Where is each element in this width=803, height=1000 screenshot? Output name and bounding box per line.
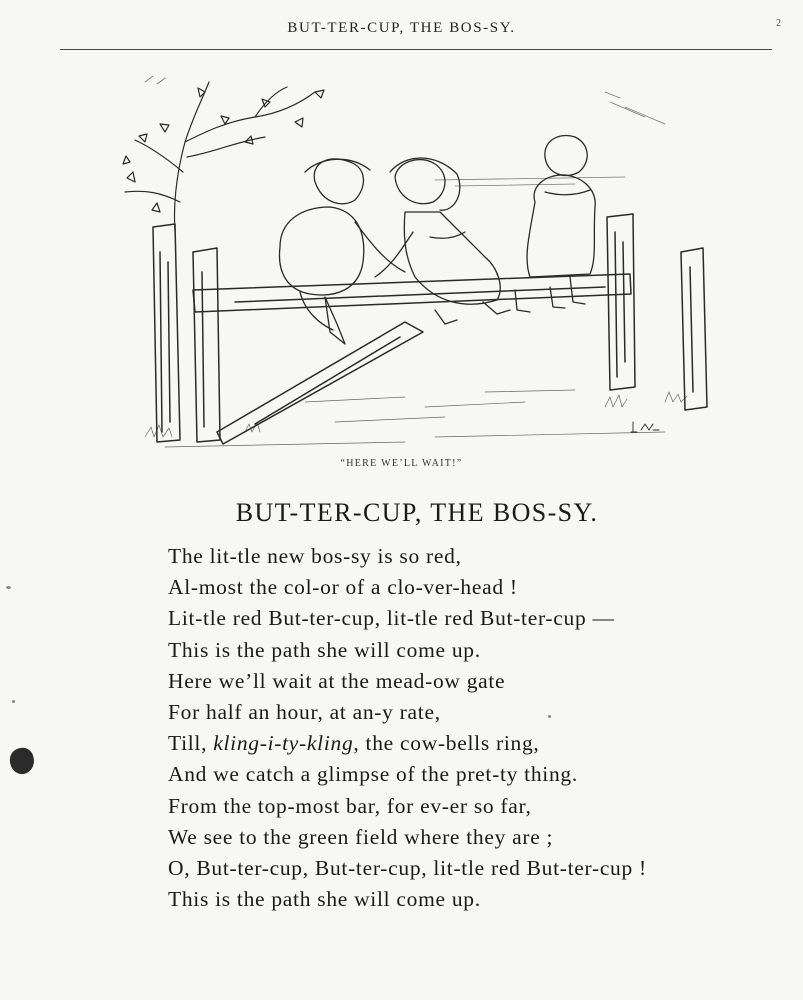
ink-blot	[8, 746, 37, 776]
illustration-children-on-gate	[105, 62, 725, 462]
header-rule	[60, 49, 772, 50]
page-corner-mark: 2	[776, 18, 781, 29]
poem-line: This is the path she will come up.	[168, 637, 481, 662]
paper-speck	[12, 700, 15, 703]
illustration-caption: “HERE WE’LL WAIT!”	[340, 458, 463, 469]
poem-line-italic: kling-i-ty-kling	[213, 731, 354, 756]
running-head: BUT-TER-CUP, THE BOS-SY.	[287, 20, 516, 36]
paper-speck	[548, 715, 551, 718]
poem-line: This is the path she will come up.	[168, 887, 481, 912]
child-left	[279, 159, 405, 344]
fence-posts	[153, 214, 707, 442]
poem-line: O, But-ter-cup, But-ter-cup, lit-tle red But-ter-cup !	[168, 856, 647, 881]
poem-line-text: , the cow-bells ring,	[353, 731, 540, 756]
poem-line: And we catch a glimpse of the pret-ty thing.	[168, 762, 578, 787]
horizon-lines	[145, 76, 665, 186]
child-right	[515, 136, 595, 312]
poem-line-text: Till,	[168, 731, 214, 756]
paper-speck	[6, 586, 11, 589]
poem-line: For half an hour, at an-y rate,	[168, 700, 441, 725]
poem-title: BUT-TER-CUP, THE BOS-SY.	[235, 498, 599, 527]
poem-line: Al-most the col-or of a clo-ver-head !	[168, 575, 518, 600]
poem-line: The lit-tle new bos-sy is so red,	[168, 544, 462, 568]
poem-line: We see to the green field where they are ;	[168, 824, 554, 849]
poem-line: From the top-most bar, for ev-er so far,	[168, 793, 532, 818]
artist-signature	[631, 422, 659, 432]
poem-line: Lit-tle red But-ter-cup, lit-tle red But-ter-cup —	[168, 606, 615, 631]
tree	[123, 82, 324, 232]
poem-line: Here we’ll wait at the mead-ow gate	[168, 668, 506, 693]
ground	[145, 390, 687, 447]
poem-line-with-italic	[168, 728, 647, 759]
poem-stanza	[168, 541, 647, 915]
